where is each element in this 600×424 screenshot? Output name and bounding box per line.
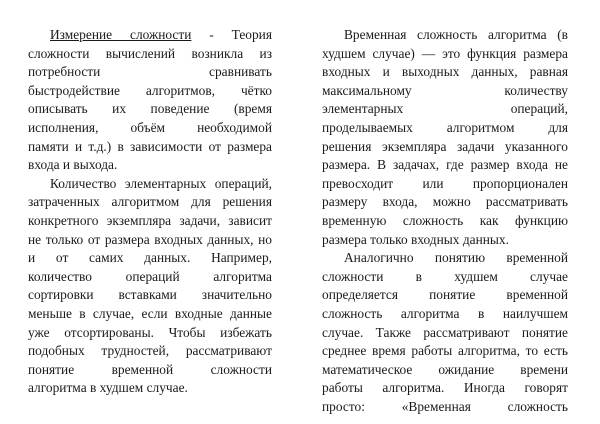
text-line: сортировки вставками значительно [28,287,272,303]
text-line: проделываемых алгоритмом для [322,119,568,135]
underlined-term: Измерение сложности [50,27,192,42]
text-line: входа и выхода. [28,157,118,173]
text-line: сложности вычислений возникла из [28,45,272,61]
text-line: описывать их поведение (время [28,101,272,117]
text-line: худшем случае) — это функция размера [322,45,568,61]
text-line: меньше в случае, если входные данные [28,305,272,321]
text-line: работы алгоритма. Иногда говорят [322,380,568,396]
text-line: размеру входа, можно рассматривать [322,194,568,210]
text-line: просто: «Временная сложность [322,398,568,414]
text-line: временную сложность как функцию [322,212,568,228]
text-line: математическое ожидание времени [322,361,568,377]
text-line: Количество элементарных операций, [50,175,272,191]
text-line: сложность алгоритма в наилучшем [322,305,568,321]
text-line: понятие временной сложности [28,361,272,377]
text-line: элементарных операций, [322,101,568,117]
text-fragment: - Теория [191,27,272,42]
text-line: решения экземпляра задачи указанного [322,138,568,154]
text-line: Аналогично понятию временной [344,250,568,266]
text-line: сложности в худшем случае [322,268,568,284]
text-line: конкретного экземпляра задачи, зависит [28,212,272,228]
text-line: размера только входных данных. [322,231,509,247]
text-line: исполнения, объём необходимой [28,119,272,135]
text-line: превосходит или пропорционален [322,175,568,191]
text-line: алгоритма в худшем случае. [28,380,188,396]
text-line: входных и выходных данных, равная [322,64,568,80]
text-line: затраченных алгоритмом для решения [28,194,272,210]
text-line: определяется понятие временной [322,287,568,303]
right-text-column [322,26,568,416]
text-line: не только от размера входных данных, но [28,231,272,247]
text-line: случае. Также рассматривают понятие [322,324,568,340]
text-line: быстродействие алгоритмов, чётко [28,82,272,98]
text-line: уже отсортированы. Чтобы избежать [28,324,272,340]
text-line: памяти и т.д.) в зависимости от размера [28,138,272,154]
text-line: максимальному количеству [322,82,568,98]
text-line: количество операций алгоритма [28,268,272,284]
text-line: среднее время работы алгоритма, то есть [322,343,568,359]
text-line: подобных трудностей, рассматривают [28,343,272,359]
left-text-column [28,26,272,398]
text-line: размера. В задачах, где размер входа не [322,157,568,173]
text-line: Временная сложность алгоритма (в [344,27,568,42]
text-line: и от самих данных. Например, [28,250,272,266]
text-line: потребности сравнивать [28,64,272,80]
text-line [28,26,272,45]
